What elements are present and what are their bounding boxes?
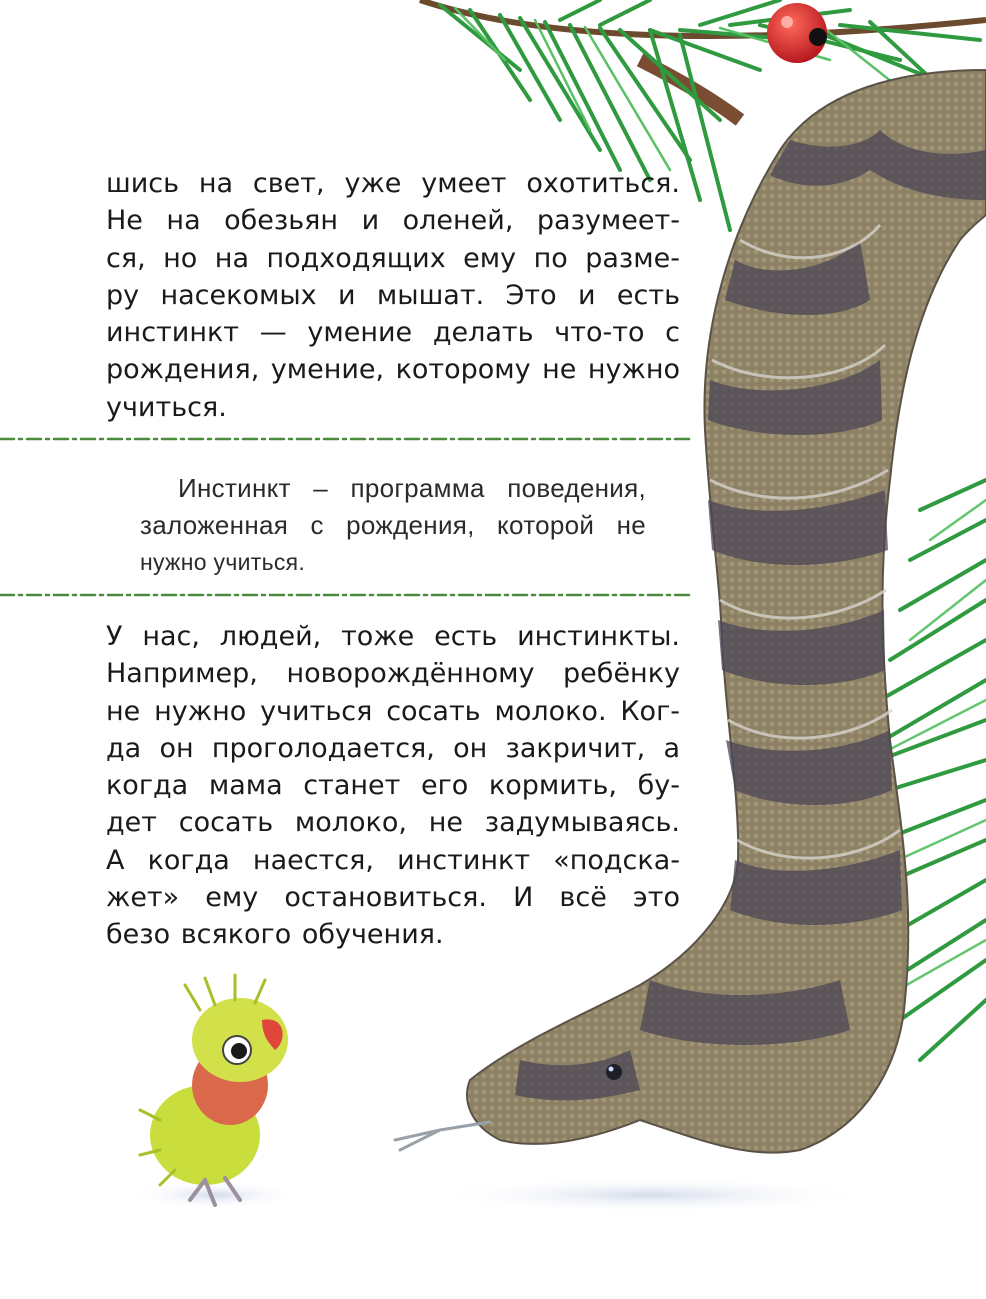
parrot-chick-icon <box>130 975 300 1209</box>
text-line: Не на обезьян и оленей, разумеет- <box>106 205 680 237</box>
definition-line: нужно учиться. <box>140 549 306 575</box>
text-line: рождения, умение, которому не нужно <box>106 354 680 386</box>
divider-bottom <box>0 592 700 598</box>
text-line: учиться. <box>106 391 227 423</box>
text-line: безо всякого обучения. <box>106 919 444 951</box>
text-line: ру насекомых и мышат. Это и есть <box>106 279 680 311</box>
divider-top <box>0 436 700 442</box>
text-line: жет» ему остановиться. И всё это <box>106 882 680 914</box>
definition-box <box>140 470 646 581</box>
text-line: когда мама станет его кормить, бу- <box>106 770 680 802</box>
text-line: Например, новорождённому ребёнку <box>106 658 680 690</box>
text-line: дет сосать молоко, не задумываясь. <box>106 807 680 839</box>
definition-line: заложенная с рождения, которой не <box>140 510 646 540</box>
definition-line: Инстинкт – программа поведения, <box>178 473 646 503</box>
text-line: А когда наестся, инстинкт «подска- <box>106 844 680 876</box>
text-line: ся, но на подходящих ему по разме- <box>106 242 680 274</box>
text-line: У нас, людей, тоже есть инстинкты. <box>106 621 680 652</box>
text-line: да он проголодается, он закричит, а <box>106 732 680 764</box>
text-line: инстинкт — умение делать что-то с <box>106 317 680 349</box>
paragraph-human-instincts <box>106 618 680 954</box>
text-line: шись на свет, уже умеет охотиться. <box>106 168 680 199</box>
text-line: не нужно учиться сосать молоко. Ког- <box>106 695 680 727</box>
paragraph-instinct-intro <box>106 165 680 426</box>
